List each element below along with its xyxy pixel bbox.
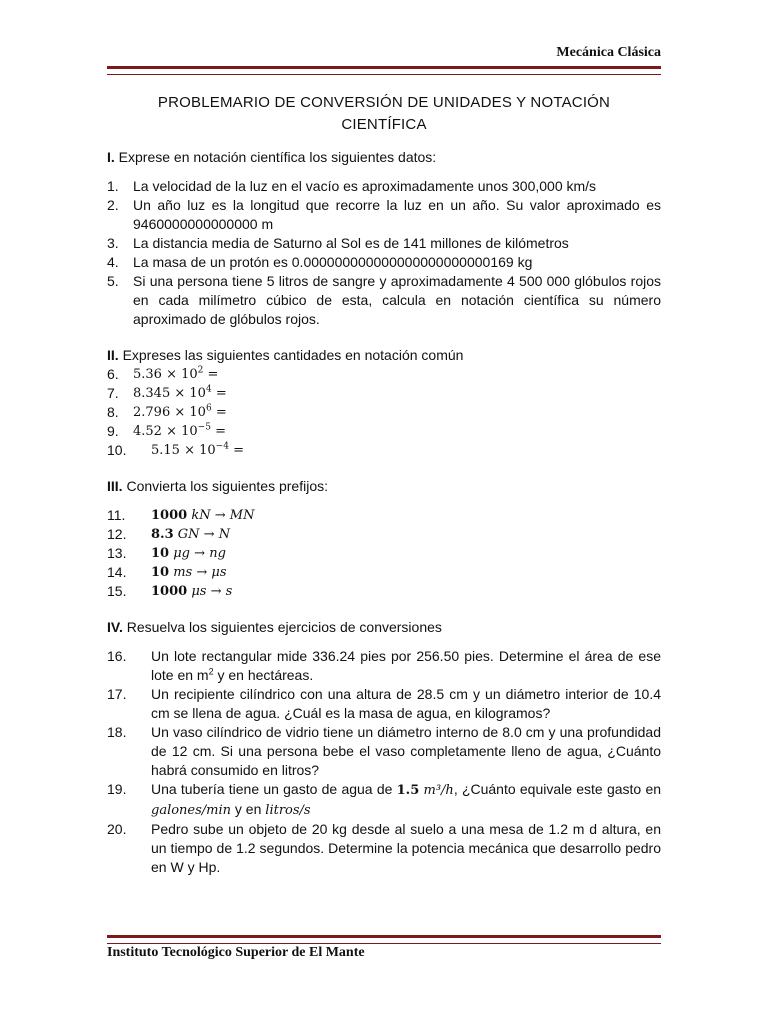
item-number: 1.	[107, 178, 119, 194]
math-expression: $5.36 \times 10^2$ =	[133, 365, 219, 382]
section-2-text: Expreses las siguientes cantidades en notación común	[122, 347, 464, 363]
document-title-line2: CIENTÍFICA	[341, 116, 427, 133]
item-text: La velocidad de la luz en el vacío es aproximadamente unos 300,000 km/s	[133, 178, 597, 194]
item-text: Un recipiente cilíndrico con una altura de 28.5 cm y un diámetro interior de 10.4 cm se llena de agua. ¿Cuál es la masa de agua, en kilogramos?	[151, 686, 661, 721]
item-text: La distancia media de Saturno al Sol es de 141 millones de kilómetros	[133, 235, 569, 251]
item-text: Un año luz es la longitud que recorre la luz en un año. Su valor aproximado es 9460000000000000 m	[133, 197, 661, 232]
math-expression: $2.796 \times 10^6$ =	[133, 403, 227, 420]
section-1-numeral: I.	[107, 149, 115, 165]
list-item	[107, 403, 661, 422]
math-expression: $5.15 \times 10^{-4}$ =	[151, 441, 244, 458]
document-body	[107, 148, 661, 877]
list-item	[107, 365, 661, 384]
item-number: 6.	[107, 366, 119, 382]
section-3-text: Convierta los siguientes prefijos:	[126, 478, 328, 494]
item-number: 17.	[107, 686, 127, 702]
section-4-text: Resuelva los siguientes ejercicios de conversiones	[126, 619, 442, 635]
list-item	[107, 820, 661, 877]
header-title: Mecánica Clásica	[556, 45, 661, 60]
list-item	[107, 441, 661, 460]
list-item	[107, 563, 661, 582]
footer-text: Instituto Tecnológico Superior de El Mante	[107, 945, 365, 960]
item-number: 7.	[107, 385, 119, 401]
list-item	[107, 196, 661, 234]
item-number: 10.	[107, 442, 127, 458]
section-4-numeral: IV.	[107, 619, 123, 635]
section-3-heading	[107, 477, 661, 496]
math-expression: $4.52 \times 10^{-5}$ =	[133, 422, 226, 439]
list-item	[107, 272, 661, 329]
section-1-text: Exprese en notación científica los siguientes datos:	[118, 149, 437, 165]
section-4-heading	[107, 618, 661, 637]
item-text: Pedro sube un objeto de 20 kg desde al suelo a una mesa de 1.2 m d altura, en un tiempo de 1.2 segundos. Determine la potencia mecánica que desarrollo pedro en W y Hp.	[151, 821, 661, 875]
item-text: Un lote rectangular mide 336.24 pies por 256.50 pies. Determine el área de ese lote en $m^2$ y en hectáreas.	[151, 648, 661, 683]
section-2-heading	[107, 346, 661, 365]
item-text: Si una persona tiene 5 litros de sangre y aproximadamente 4 500 000 glóbulos rojos en cada milímetro cúbico de esta, calcula en notación científica su número aproximado de glóbulos rojos.	[133, 273, 661, 327]
math-expression: 1000 kN → MN	[151, 508, 255, 523]
list-item	[107, 544, 661, 563]
item-number: 12.	[107, 526, 127, 542]
item-number: 4.	[107, 254, 119, 270]
item-text: La masa de un protón es 0.000000000000000000000000169 kg	[133, 254, 533, 270]
list-item	[107, 723, 661, 780]
list-item	[107, 422, 661, 441]
item-number: 9.	[107, 423, 119, 439]
math-expression: 10 μg → ng	[151, 546, 226, 561]
item-text: Un vaso cilíndrico de vidrio tiene un diámetro interno de 8.0 cm y una profundidad de 12 cm. Si una persona bebe el vaso completamente lleno de agua, ¿Cuánto habrá consumido en litros?	[151, 724, 661, 778]
document-title-line1: PROBLEMARIO DE CONVERSIÓN DE UNIDADES Y NOTACIÓN	[157, 94, 611, 111]
item-number: 13.	[107, 545, 127, 561]
item-number: 19.	[107, 781, 127, 797]
item-number: 3.	[107, 235, 119, 251]
item-number: 8.	[107, 404, 119, 420]
section-3-numeral: III.	[107, 478, 123, 494]
math-expression: 1000 μs → s	[151, 584, 233, 599]
list-item	[107, 234, 661, 253]
item-number: 15.	[107, 583, 127, 599]
list-item	[107, 780, 661, 820]
list-item	[107, 177, 661, 196]
header-rule	[107, 66, 661, 75]
item-number: 5.	[107, 273, 119, 289]
item-number: 11.	[107, 507, 126, 523]
item-number: 16.	[107, 648, 127, 664]
section-2-numeral: II.	[107, 347, 119, 363]
item-number: 18.	[107, 724, 127, 740]
math-expression: 10 ms → μs	[151, 565, 227, 580]
list-item	[107, 525, 661, 544]
list-item	[107, 647, 661, 685]
list-item	[107, 582, 661, 601]
list-item	[107, 506, 661, 525]
math-expression: 8.3 GN → N	[151, 527, 231, 542]
document-title	[107, 92, 661, 136]
item-number: 20.	[107, 821, 127, 837]
footer-rule	[107, 935, 661, 944]
item-number: 2.	[107, 197, 119, 213]
item-number: 14.	[107, 564, 127, 580]
math-expression: $8.345 \times 10^4$ =	[133, 384, 227, 401]
list-item	[107, 384, 661, 403]
section-1-heading	[107, 148, 661, 167]
list-item	[107, 685, 661, 723]
item-text: Una tubería tiene un gasto de agua de 1.5 m³/h, ¿Cuánto equivale este gasto en galones/min y en litros/s	[151, 781, 662, 818]
list-item	[107, 253, 661, 272]
